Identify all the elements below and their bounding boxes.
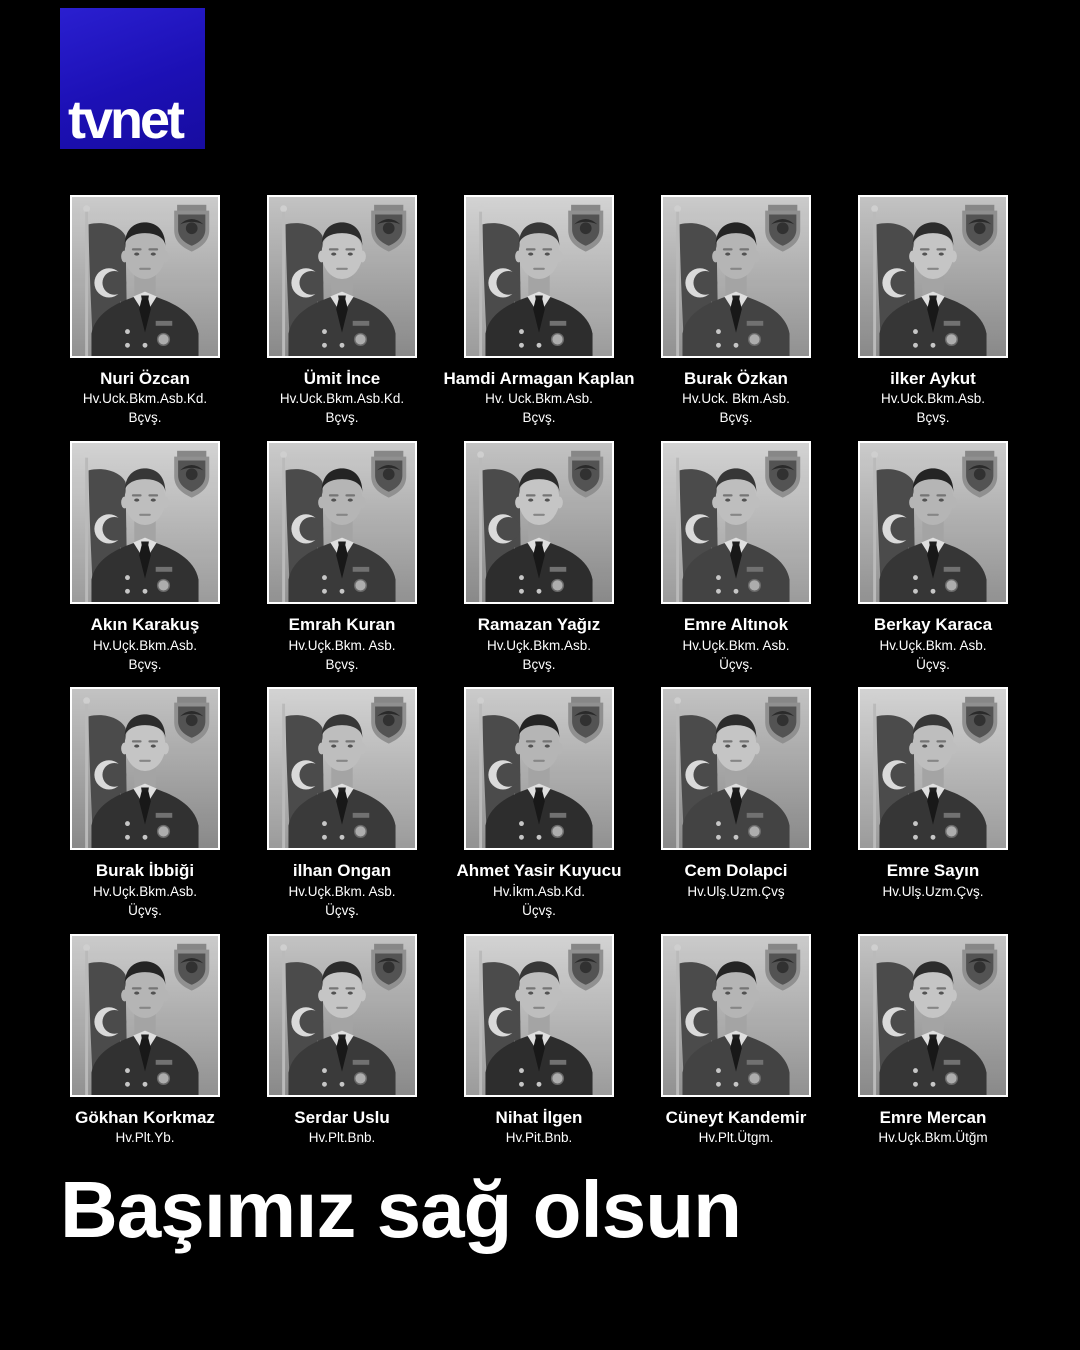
portrait-art — [72, 689, 218, 848]
person-name: Serdar Uslu — [294, 1107, 390, 1127]
memorial-card — [858, 687, 1008, 920]
person-rank: Bçvş. — [522, 656, 556, 672]
person-name: Hamdi Armagan Kaplan — [443, 369, 635, 388]
memorial-card — [70, 934, 220, 1148]
person-rank: Bçvş. — [916, 410, 950, 426]
portrait-art — [466, 936, 612, 1095]
person-rank: Üçvş. — [128, 902, 162, 918]
portrait-art — [72, 197, 218, 356]
portrait-photo — [267, 687, 417, 850]
portrait-caption — [91, 614, 200, 674]
person-rank: Hv.Plt.Ütgm. — [698, 1130, 774, 1146]
person-rank: Hv.Pit.Bnb. — [505, 1130, 573, 1146]
portrait-art — [72, 443, 218, 602]
person-rank: Hv.Uck.Bkm.Asb.Kd. — [82, 391, 208, 407]
portrait-caption — [288, 860, 395, 920]
portrait-art — [466, 689, 612, 848]
person-rank: Hv.Uck.Bkm.Asb. — [880, 391, 985, 407]
portrait-photo — [464, 441, 614, 604]
person-rank: Hv.Uck.Bkm.Asb.Kd. — [279, 391, 405, 407]
person-rank: Hv.Uçk.Bkm. Asb. — [682, 637, 790, 653]
portrait-photo — [858, 195, 1008, 358]
portrait-art — [269, 197, 415, 356]
memorial-card — [70, 441, 220, 674]
portrait-art — [466, 443, 612, 602]
portrait-caption — [682, 368, 790, 428]
portrait-caption — [443, 368, 634, 428]
person-rank: Üçvş. — [719, 656, 753, 672]
portrait-art — [663, 443, 809, 602]
memorial-card — [464, 441, 614, 674]
portrait-photo — [858, 934, 1008, 1097]
person-rank: Bçvş. — [128, 656, 162, 672]
person-name: Burak İbbiği — [95, 861, 195, 881]
portrait-photo — [70, 441, 220, 604]
portrait-photo — [858, 441, 1008, 604]
person-name: Emre Mercan — [879, 1107, 987, 1127]
portrait-art — [663, 197, 809, 356]
person-rank: Hv.Uck. Bkm.Asb. — [682, 391, 790, 407]
portrait-caption — [874, 614, 992, 674]
person-name: Gökhan Korkmaz — [75, 1107, 215, 1127]
person-name: Emre Altınok — [683, 615, 789, 635]
person-rank: Bçvş. — [128, 410, 162, 426]
portrait-caption — [288, 614, 395, 674]
person-rank: Üçvş. — [325, 902, 359, 918]
portrait-art — [269, 936, 415, 1095]
person-name: ilhan Ongan — [292, 861, 392, 881]
portrait-grid — [70, 195, 1015, 1148]
portrait-photo — [661, 195, 811, 358]
portrait-caption — [75, 1107, 215, 1148]
portrait-art — [72, 936, 218, 1095]
portrait-art — [860, 936, 1006, 1095]
person-name: Berkay Karaca — [873, 615, 993, 635]
portrait-art — [663, 936, 809, 1095]
portrait-art — [860, 689, 1006, 848]
person-rank: Hv.Ulş.Uzm.Çvş — [687, 883, 785, 899]
portrait-photo — [70, 195, 220, 358]
person-rank: Hv.Uçk.Bkm. Asb. — [879, 637, 987, 653]
portrait-art — [860, 197, 1006, 356]
memorial-card — [267, 687, 417, 920]
portrait-caption — [83, 368, 207, 428]
memorial-card — [70, 687, 220, 920]
person-rank: Hv.Uçk.Bkm.Asb. — [92, 883, 197, 899]
memorial-card — [464, 934, 614, 1148]
memorial-card — [267, 195, 417, 428]
memorial-card — [661, 934, 811, 1148]
portrait-photo — [70, 934, 220, 1097]
portrait-photo — [267, 934, 417, 1097]
person-rank: Hv.Plt.Yb. — [115, 1130, 175, 1146]
portrait-caption — [478, 614, 601, 674]
person-rank: Üçvş. — [916, 656, 950, 672]
portrait-caption — [456, 860, 621, 920]
condolence-headline: Başımız sağ olsun — [60, 1165, 741, 1254]
portrait-caption — [666, 1107, 807, 1148]
person-name: Nihat İlgen — [495, 1107, 583, 1127]
portrait-photo — [661, 934, 811, 1097]
person-name: Emre Sayın — [886, 861, 980, 881]
person-rank: Hv.İkm.Asb.Kd. — [492, 883, 586, 899]
portrait-caption — [294, 1107, 389, 1148]
person-rank: Hv.Uçk.Bkm. Asb. — [288, 883, 396, 899]
portrait-caption — [682, 614, 789, 674]
person-rank: Hv.Plt.Bnb. — [308, 1130, 376, 1146]
person-rank: Hv. Uck.Bkm.Asb. — [485, 391, 593, 407]
person-rank: Bçvş. — [325, 410, 359, 426]
person-rank: Bçvş. — [719, 410, 753, 426]
memorial-card — [858, 195, 1008, 428]
memorial-card — [70, 195, 220, 428]
memorial-card — [661, 195, 811, 428]
person-name: Nuri Özcan — [100, 369, 190, 388]
portrait-photo — [464, 195, 614, 358]
memorial-card — [661, 687, 811, 920]
portrait-photo — [464, 687, 614, 850]
portrait-caption — [280, 368, 404, 428]
person-name: ilker Aykut — [890, 369, 976, 388]
person-name: Cüneyt Kandemir — [665, 1107, 807, 1127]
person-name: Ümit İnce — [303, 369, 381, 388]
memorial-card — [858, 934, 1008, 1148]
portrait-photo — [267, 195, 417, 358]
person-name: Cem Dolapci — [684, 861, 788, 881]
person-name: Burak Özkan — [684, 369, 788, 388]
portrait-art — [860, 443, 1006, 602]
tvnet-logo — [60, 8, 205, 149]
portrait-art — [663, 689, 809, 848]
person-name: Akın Karakuş — [90, 615, 200, 635]
person-rank: Hv.Uçk.Bkm.Asb. — [92, 637, 197, 653]
tvnet-logo-text: tvnet — [68, 90, 183, 150]
person-rank: Hv.Uçk.Bkm. Asb. — [288, 637, 396, 653]
portrait-photo — [858, 687, 1008, 850]
portrait-caption — [496, 1107, 583, 1148]
person-rank: Üçvş. — [522, 902, 556, 918]
portrait-photo — [464, 934, 614, 1097]
portrait-photo — [661, 441, 811, 604]
portrait-photo — [267, 441, 417, 604]
portrait-photo — [661, 687, 811, 850]
memorial-card — [661, 441, 811, 674]
portrait-art — [269, 443, 415, 602]
portrait-caption — [881, 368, 985, 428]
person-name: Ramazan Yağız — [477, 615, 601, 635]
portrait-art — [269, 689, 415, 848]
memorial-card — [443, 195, 635, 428]
person-name: Ahmet Yasir Kuyucu — [456, 861, 622, 881]
memorial-card — [456, 687, 622, 920]
memorial-card — [858, 441, 1008, 674]
memorial-card — [267, 934, 417, 1148]
portrait-caption — [878, 1107, 987, 1148]
person-rank: Bçvş. — [325, 656, 359, 672]
portrait-caption — [93, 860, 197, 920]
person-rank: Hv.Uçk.Bkm.Ütğm — [878, 1130, 988, 1146]
person-rank: Bçvş. — [522, 410, 556, 426]
portrait-art — [466, 197, 612, 356]
person-rank: Hv.Uçk.Bkm.Asb. — [486, 637, 591, 653]
portrait-caption — [685, 860, 788, 901]
person-rank: Hv.Ulş.Uzm.Çvş. — [882, 883, 984, 899]
memorial-card — [267, 441, 417, 674]
portrait-photo — [70, 687, 220, 850]
person-name: Emrah Kuran — [288, 615, 396, 635]
portrait-caption — [883, 860, 984, 901]
